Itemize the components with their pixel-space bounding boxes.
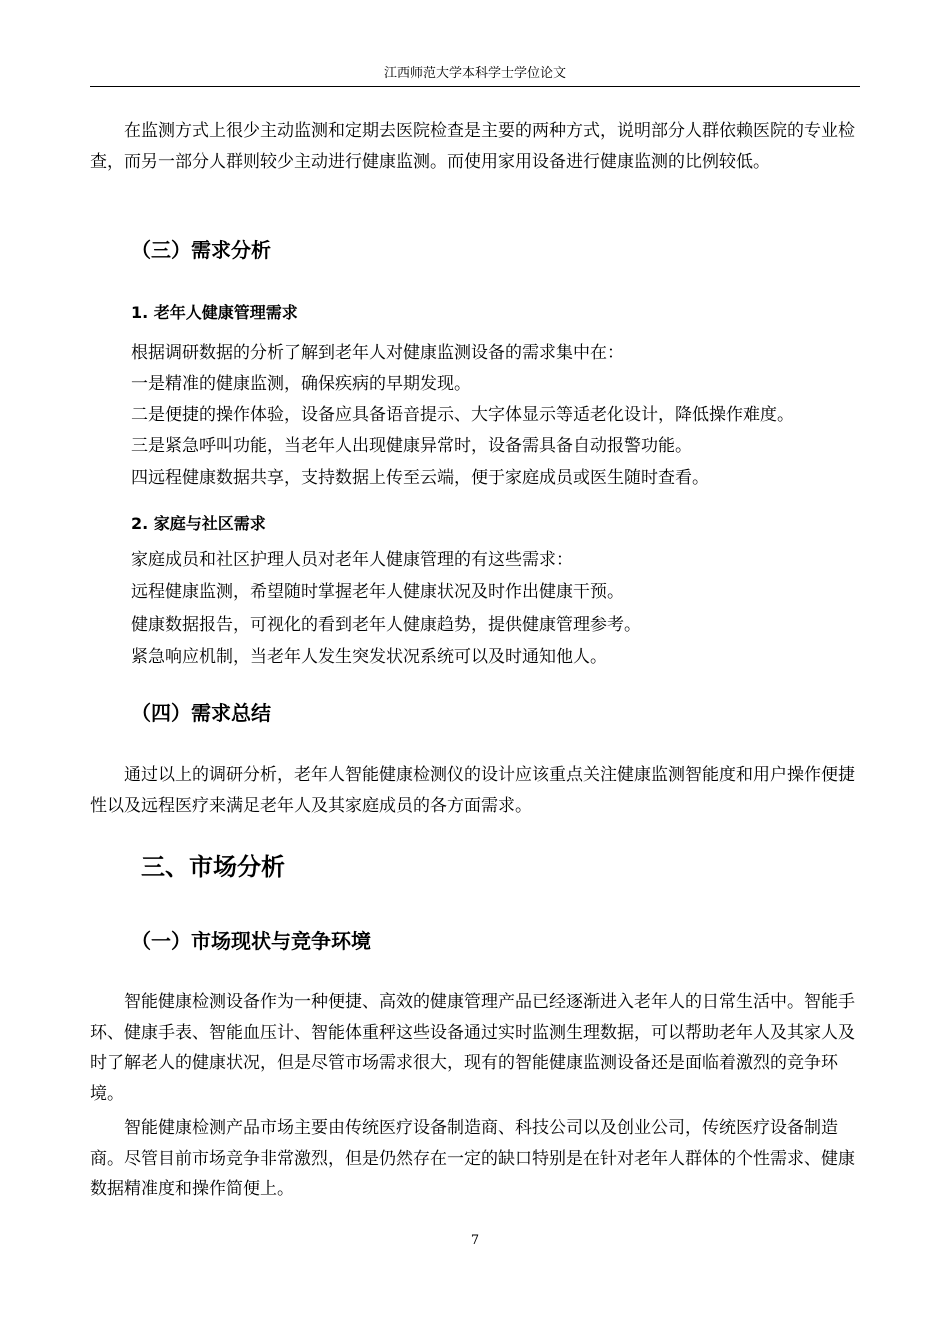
heading-demand-analysis: （三）需求分析: [131, 238, 271, 262]
heading-family-needs: 2. 家庭与社区需求: [131, 514, 266, 533]
list-item: 一是精准的健康监测，确保疾病的早期发现。: [131, 374, 471, 394]
paragraph-monitoring-methods: 在监测方式上很少主动监测和定期去医院检查是主要的两种方式，说明部分人群依赖医院的专业检查，而另一部分人群则较少主动进行健康监测。而使用家用设备进行健康监测的比例较低。: [90, 121, 855, 172]
page-header: 江西师范大学本科学士学位论文: [90, 62, 860, 87]
list-item: 根据调研数据的分析了解到老年人对健康监测设备的需求集中在：: [131, 343, 624, 363]
list-item: 远程健康监测，希望随时掌握老年人健康状况及时作出健康干预。: [131, 582, 624, 602]
paragraph-summary: 通过以上的调研分析，老年人智能健康检测仪的设计应该重点关注健康监测智能度和用户操作便捷性以及远程医疗来满足老年人及其家庭成员的各方面需求。: [90, 765, 855, 816]
paragraph-market-status: 智能健康检测设备作为一种便捷、高效的健康管理产品已经逐渐进入老年人的日常生活中。智能手环、健康手表、智能血压计、智能体重秤这些设备通过实时监测生理数据，可以帮助老年人及其家人及时了解老人的健康状况，但是尽管市场需求很大，现有的智能健康监测设备还是面临着激烈的竞争环境。: [90, 992, 855, 1104]
list-item: 健康数据报告，可视化的看到老年人健康趋势，提供健康管理参考。: [131, 615, 641, 635]
list-item: 三是紧急呼叫功能，当老年人出现健康异常时，设备需具备自动报警功能。: [131, 436, 692, 456]
heading-market-analysis: 三、市场分析: [141, 853, 285, 881]
list-item: 二是便捷的操作体验，设备应具备语音提示、大字体显示等适老化设计，降低操作难度。: [131, 405, 794, 425]
page-number: 7: [470, 1233, 480, 1248]
list-item: 紧急响应机制，当老年人发生突发状况系统可以及时通知他人。: [131, 647, 607, 667]
list-item: 四远程健康数据共享，支持数据上传至云端，便于家庭成员或医生随时查看。: [131, 468, 709, 488]
heading-demand-summary: （四）需求总结: [131, 701, 271, 725]
paragraph-market-competition: 智能健康检测产品市场主要由传统医疗设备制造商、科技公司以及创业公司，传统医疗设备制造商。尽管目前市场竞争非常激烈，但是仍然存在一定的缺口特别是在针对老年人群体的个性需求、健康数据精准度和操作简便上。: [90, 1118, 855, 1199]
list-item: 家庭成员和社区护理人员对老年人健康管理的有这些需求：: [131, 550, 573, 570]
heading-elderly-needs: 1. 老年人健康管理需求: [131, 303, 298, 322]
heading-market-status: （一）市场现状与竞争环境: [131, 929, 371, 953]
